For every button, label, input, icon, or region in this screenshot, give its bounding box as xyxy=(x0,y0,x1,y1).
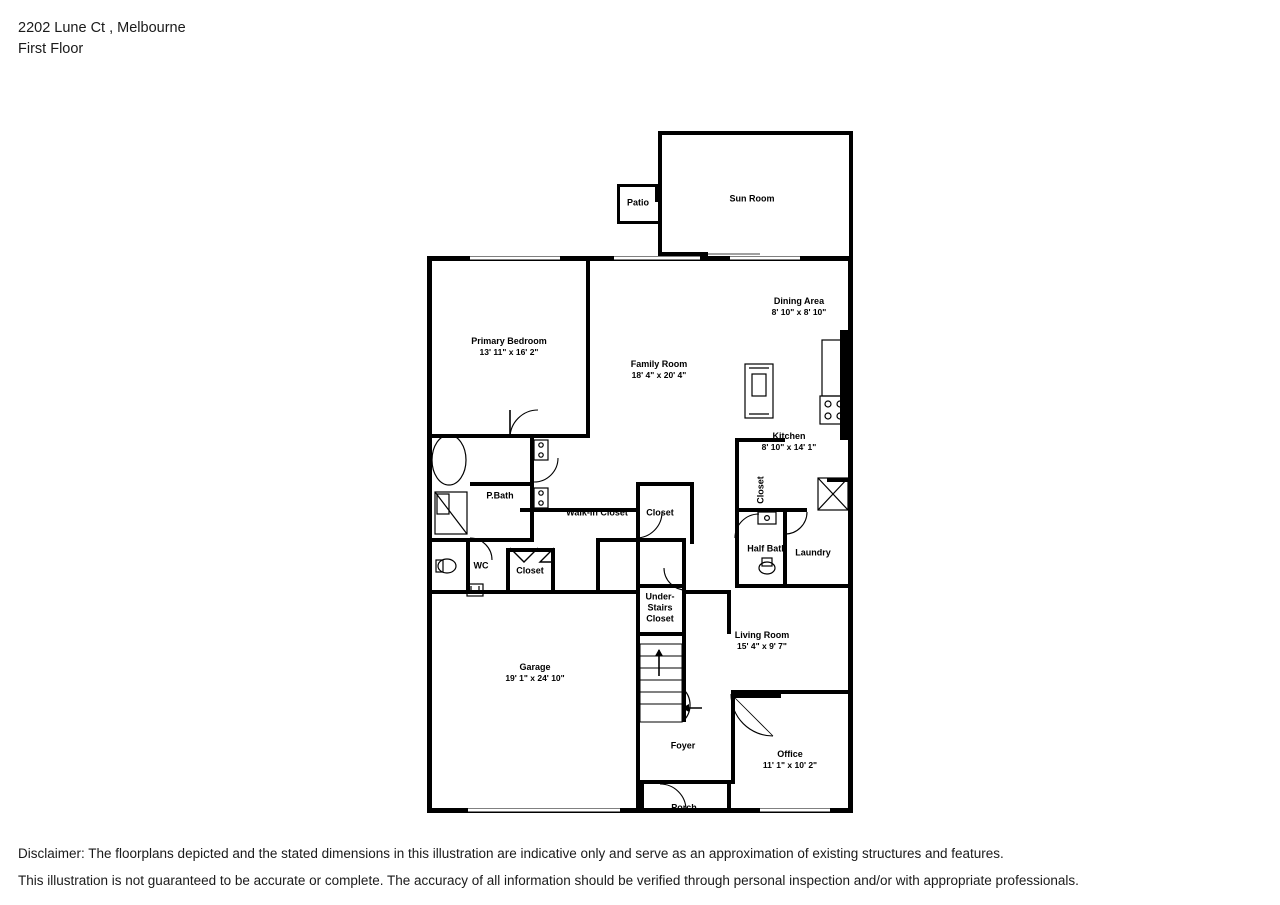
room-name: Closet xyxy=(755,476,766,504)
room-name: Kitchen xyxy=(772,431,806,441)
room-name: Porch xyxy=(671,802,697,813)
disclaimer-line-2: This illustration is not guaranteed to be accurate or complete. The accuracy of all information should be verified through personal inspection and/or with appropriate professionals. xyxy=(18,873,1079,888)
room-name: Laundry xyxy=(795,547,831,558)
room-name: Under-Stairs Closet xyxy=(645,591,675,624)
room-dimensions: 15' 4" x 9' 7" xyxy=(737,641,787,651)
room-name: Dining Area xyxy=(773,296,825,306)
room-dimensions: 13' 11" x 16' 2" xyxy=(479,347,539,357)
room-name: Half Bath xyxy=(747,543,787,554)
disclaimer-line-1: Disclaimer: The floorplans depicted and the stated dimensions in this illustration are indicative only and serve as an approximation of existing structures and features. xyxy=(18,846,1004,861)
property-address: 2202 Lune Ct , Melbourne xyxy=(18,20,186,36)
room-name: Patio xyxy=(626,197,650,208)
room-name: Foyer xyxy=(670,740,696,751)
room-name: WC xyxy=(473,560,489,571)
room-name: Living Room xyxy=(734,630,790,640)
walls-interior xyxy=(427,261,849,812)
room-dimensions: 18' 4" x 20' 4" xyxy=(631,370,687,380)
room-dimensions: 8' 10" x 14' 1" xyxy=(761,442,817,452)
room-name: Primary Bedroom xyxy=(471,336,547,346)
room-name: Family Room xyxy=(630,359,688,369)
room-name: Sun Room xyxy=(729,193,775,204)
room-name: P.Bath xyxy=(486,490,514,501)
disclaimer xyxy=(18,840,1079,894)
room-name: Walk-In Closet xyxy=(566,507,628,518)
room-dimensions: 11' 1" x 10' 2" xyxy=(762,760,818,770)
floor-label: First Floor xyxy=(18,41,84,57)
room-dimensions: 8' 10" x 8' 10" xyxy=(771,307,827,317)
room-name: Closet xyxy=(646,507,674,518)
room-name: Office xyxy=(777,749,803,759)
room-name: Closet xyxy=(516,565,544,576)
room-name: Garage xyxy=(519,662,551,672)
room-dimensions: 19' 1" x 24' 10" xyxy=(505,673,565,683)
